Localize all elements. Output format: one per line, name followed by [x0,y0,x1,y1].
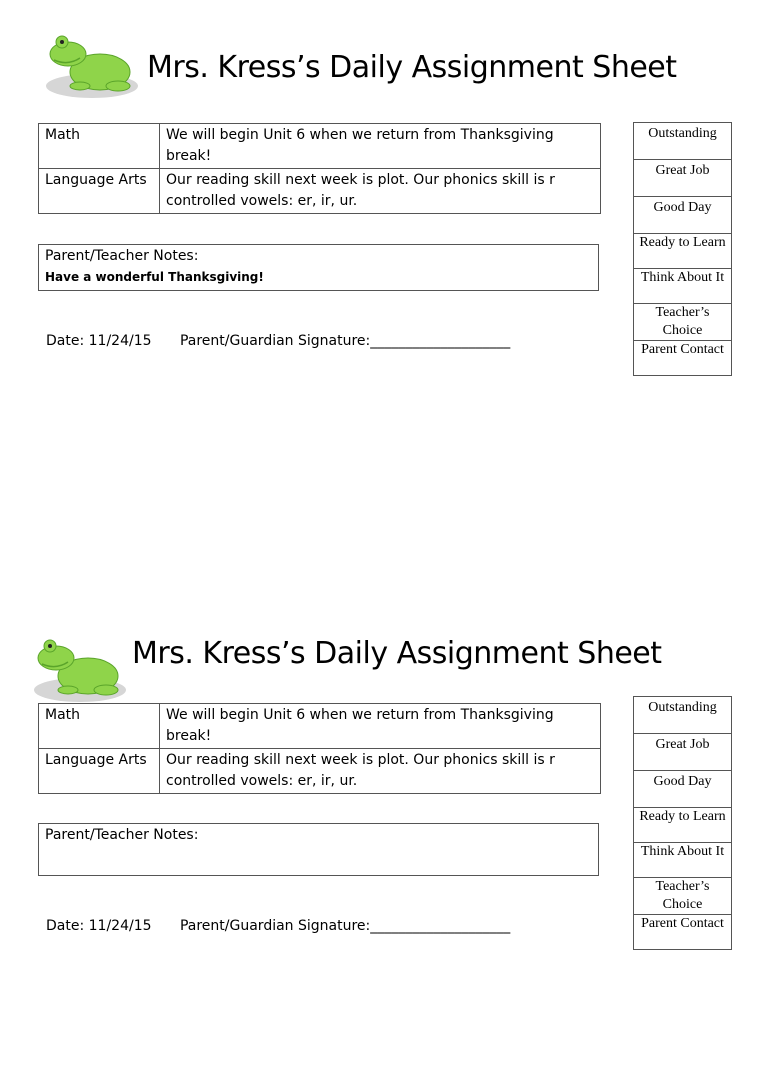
assignment-sheet-bottom [0,580,770,1080]
table-row [39,169,601,214]
subject-text: We will begin Unit 6 when we return from Thanksgiving break! [160,124,601,169]
rating-great-job: Great Job [634,734,732,771]
table-row [39,749,601,794]
subject-name: Math [39,704,160,749]
frog-icon [28,632,128,704]
rating-good-day: Good Day [634,197,732,234]
subject-text: Our reading skill next week is plot. Our phonics skill is r controlled vowels: er, ir, ur. [160,169,601,214]
rating-ready-to-learn: Ready to Learn [634,808,732,843]
rating-teachers-choice: Teacher’s Choice [634,304,732,341]
rating-think-about-it: Think About It [634,843,732,878]
rating-ready-to-learn: Ready to Learn [634,234,732,269]
rating-think-about-it: Think About It [634,269,732,304]
subject-name: Language Arts [39,749,160,794]
subject-text: We will begin Unit 6 when we return from Thanksgiving break! [160,704,601,749]
subjects-table [38,703,601,794]
table-row [39,124,601,169]
date-text: Date: 11/24/15 [46,918,152,934]
signature-line: Parent/Guardian Signature:____________________ [179,333,511,349]
rating-parent-contact: Parent Contact [634,915,732,950]
date-signature-line [46,918,510,934]
rating-outstanding: Outstanding [634,123,732,160]
rating-outstanding: Outstanding [634,697,732,734]
subjects-table [38,123,601,214]
date-text: Date: 11/24/15 [46,333,152,349]
subject-name: Math [39,124,160,169]
frog-icon [40,28,140,100]
rating-teachers-choice: Teacher’s Choice [634,878,732,915]
assignment-sheet-top [0,0,770,500]
page-title: Mrs. Kress’s Daily Assignment Sheet [147,50,677,85]
table-row [39,704,601,749]
notes-box [38,823,599,876]
page-title: Mrs. Kress’s Daily Assignment Sheet [132,636,662,671]
signature-line: Parent/Guardian Signature:____________________ [179,918,511,934]
notes-label: Parent/Teacher Notes: [45,827,199,843]
subject-text: Our reading skill next week is plot. Our phonics skill is r controlled vowels: er, ir, ur. [160,749,601,794]
date-signature-line [46,333,510,349]
rating-good-day: Good Day [634,771,732,808]
notes-box [38,244,599,291]
subject-name: Language Arts [39,169,160,214]
notes-label: Parent/Teacher Notes: [45,248,199,264]
rating-parent-contact: Parent Contact [634,341,732,376]
ratings-table [633,122,732,376]
notes-message: Have a wonderful Thanksgiving! [45,270,264,284]
rating-great-job: Great Job [634,160,732,197]
ratings-table [633,696,732,950]
